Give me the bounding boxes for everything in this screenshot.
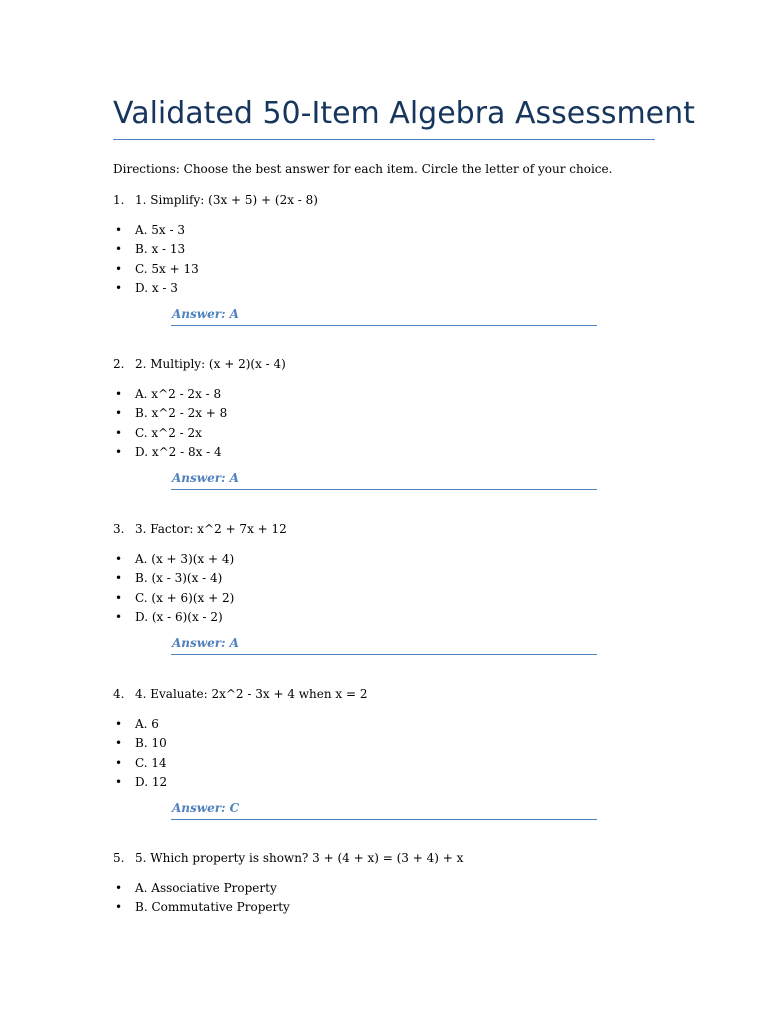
option-text: B. x^2 - 2x + 8 [135,406,228,421]
option-text: A. x^2 - 2x - 8 [135,387,222,401]
bullet-icon: • [115,261,123,276]
option-text: B. 10 [135,736,167,751]
bullet-icon: • [115,590,123,605]
option-text: D. x - 3 [135,280,178,295]
answer-key [171,305,597,326]
question-number: 4. [113,687,125,701]
bullet-icon: • [115,900,123,915]
bullet-icon: • [115,387,123,401]
question-5 [113,849,655,915]
answer-key [171,469,597,490]
bullet-icon: • [115,406,123,421]
option-text: B. (x - 3)(x - 4) [135,571,223,586]
bullet-icon: • [115,774,123,789]
question-number: 3. [113,522,125,536]
question-text: 5. Which property is shown? 3 + (4 + x) = (3 + 4) + x [135,851,464,865]
answer-text: Answer: A [172,636,239,650]
option-text: C. 5x + 13 [135,261,199,276]
bullet-icon: • [115,552,123,566]
question-number: 1. [113,193,125,207]
option-text: C. (x + 6)(x + 2) [135,590,235,605]
option-text: A. 6 [135,717,159,731]
option-text: B. Commutative Property [135,900,290,915]
bullet-icon: • [115,717,123,731]
option-text: A. (x + 3)(x + 4) [135,552,235,566]
directions-text: Directions: Choose the best answer for each item. Circle the letter of your choice. [113,162,613,176]
question-text: 2. Multiply: (x + 2)(x - 4) [135,357,286,371]
option-text: D. x^2 - 8x - 4 [135,444,222,459]
bullet-icon: • [115,881,123,895]
bullet-icon: • [115,755,123,770]
question-stem [113,191,655,209]
bullet-icon: • [115,242,123,257]
document-title: Validated 50-Item Algebra Assessment [113,96,695,131]
option-text: D. 12 [135,774,168,789]
question-text: 3. Factor: x^2 + 7x + 12 [135,522,287,536]
bullet-icon: • [115,425,123,440]
question-stem [113,685,655,703]
bullet-icon: • [115,223,123,237]
bullet-icon: • [115,280,123,295]
answer-key [171,634,597,655]
option-text: A. Associative Property [135,881,277,895]
bullet-icon: • [115,609,123,624]
bullet-icon: • [115,736,123,751]
option-text: C. 14 [135,755,167,770]
question-1 [113,191,655,321]
question-stem [113,849,655,867]
question-stem [113,355,655,373]
question-stem [113,520,655,538]
answer-text: Answer: A [172,307,239,321]
answer-key [171,799,597,820]
question-text: 4. Evaluate: 2x^2 - 3x + 4 when x = 2 [135,687,368,701]
option-text: B. x - 13 [135,242,186,257]
option-text: D. (x - 6)(x - 2) [135,609,223,624]
answer-text: Answer: C [172,801,240,815]
question-number: 5. [113,851,125,865]
answer-text: Answer: A [172,471,239,485]
question-2 [113,355,655,485]
option-text: C. x^2 - 2x [135,425,202,440]
title-underline [113,139,655,140]
question-3 [113,520,655,650]
bullet-icon: • [115,444,123,459]
question-4 [113,685,655,815]
question-text: 1. Simplify: (3x + 5) + (2x - 8) [135,193,318,207]
option-text: A. 5x - 3 [135,223,186,237]
bullet-icon: • [115,571,123,586]
question-number: 2. [113,357,125,371]
